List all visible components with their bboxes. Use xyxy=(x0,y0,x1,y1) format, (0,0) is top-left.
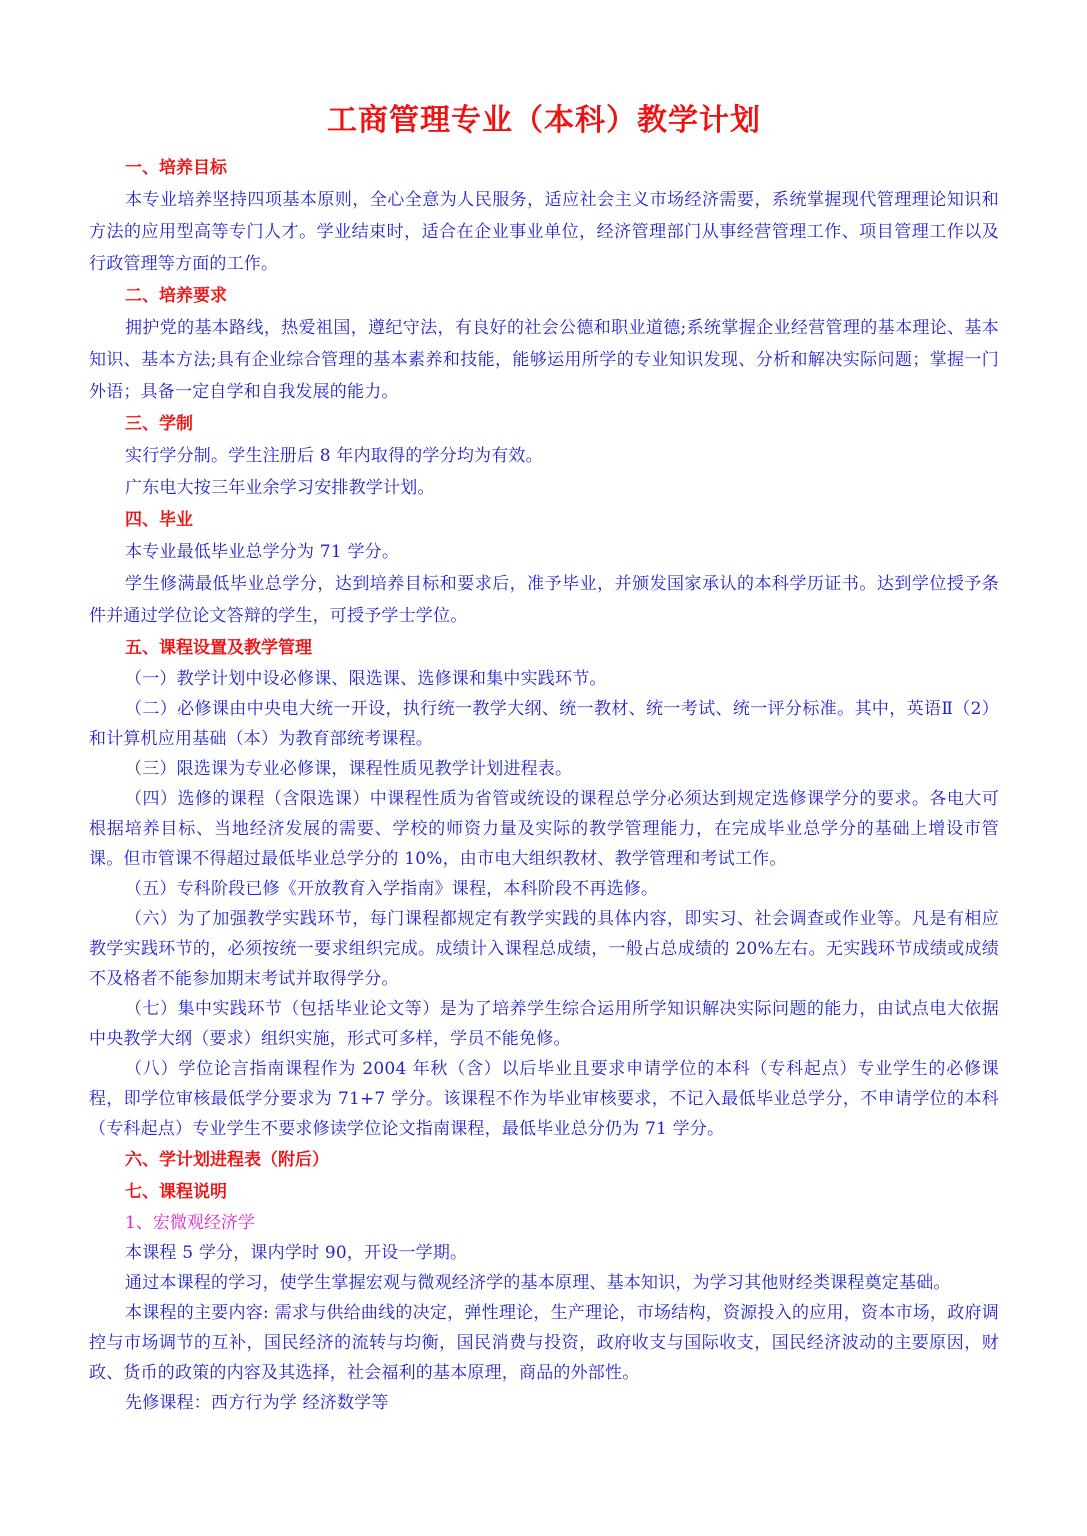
paragraph: 通过本课程的学习，使学生掌握宏观与微观经济学的基本原理、基本知识，为学习其他财经类课程奠定基础。 xyxy=(125,1273,951,1293)
course-title: 1、宏微观经济学 xyxy=(125,1213,255,1233)
list-item: （一）教学计划中设必修课、限选课、选修课和集中实践环节。 xyxy=(125,669,607,689)
document-page xyxy=(89,96,999,1418)
paragraph: 本专业最低毕业总学分为 71 学分。 xyxy=(125,542,400,562)
paragraph: 先修课程：西方行为学 经济数学等 xyxy=(125,1393,389,1413)
paragraph: 本专业培养坚持四项基本原则，全心全意为人民服务，适应社会主义市场经济需要，系统掌握现代管理理论知识和方法的应用型高等专门人才。学业结束时，适合在企业事业单位，经济管理部门从事经营管理工作、项目管理工作以及行政管理等方面的工作。 xyxy=(89,190,999,274)
section-heading-training-goal: 一、培养目标 xyxy=(125,158,227,178)
section-heading-graduation: 四、毕业 xyxy=(125,510,193,530)
list-item: （五）专科阶段已修《开放教育入学指南》课程，本科阶段不再选修。 xyxy=(125,879,659,899)
paragraph: 学生修满最低毕业总学分，达到培养目标和要求后，准予毕业，并颁发国家承认的本科学历证书。达到学位授予条件并通过学位论文答辩的学生，可授予学士学位。 xyxy=(89,574,999,626)
list-item: （七）集中实践环节（包括毕业论文等）是为了培养学生综合运用所学知识解决实际问题的能力，由试点电大依据中央教学大纲（要求）组织实施，形式可多样，学员不能免修。 xyxy=(89,999,999,1049)
section-heading-curriculum: 五、课程设置及教学管理 xyxy=(125,638,312,658)
paragraph: 本课程的主要内容: 需求与供给曲线的决定，弹性理论，生产理论，市场结构，资源投入的应用，资本市场，政府调控与市场调节的互补，国民经济的流转与均衡，国民消费与投资，政府收支与国际收支，国民经济波动的主要原因，财政、货币的政策的内容及其选择，社会福利的基本原理，商品的外部性。 xyxy=(89,1303,999,1383)
paragraph: 拥护党的基本路线，热爱祖国，遵纪守法，有良好的社会公德和职业道德;系统掌握企业经营管理的基本理论、基本知识、基本方法;具有企业综合管理的基本素养和技能，能够运用所学的专业知识发现、分析和解决实际问题；掌握一门外语；具备一定自学和自我发展的能力。 xyxy=(89,318,999,402)
list-item: （六）为了加强教学实践环节，每门课程都规定有教学实践的具体内容，即实习、社会调查或作业等。凡是有相应教学实践环节的，必须按统一要求组织完成。成绩计入课程总成绩，一般占总成绩的 20%左右。无实践环节成绩或成绩不及格者不能参加期末考试并取得学分。 xyxy=(89,909,999,989)
list-item: （二）必修课由中央电大统一开设，执行统一教学大纲、统一教材、统一考试、统一评分标准。其中，英语Ⅱ（2）和计算机应用基础（本）为教育部统考课程。 xyxy=(89,699,999,749)
list-item: （八）学位论言指南课程作为 2004 年秋（含）以后毕业且要求申请学位的本科（专科起点）专业学生的必修课程，即学位审核最低学分要求为 71+7 学分。该课程不作为毕业审核要求，不记入最低毕业总学分，不申请学位的本科（专科起点）专业学生不要求修读学位论文指南课程，最低毕业总分仍为 71 学分。 xyxy=(89,1059,999,1139)
section-heading-training-requirements: 二、培养要求 xyxy=(125,286,227,306)
paragraph: 本课程 5 学分，课内学时 90，开设一学期。 xyxy=(125,1243,468,1263)
paragraph: 实行学分制。学生注册后 8 年内取得的学分均为有效。 xyxy=(125,446,543,466)
list-item: （四）选修的课程（含限选课）中课程性质为省管或统设的课程总学分必须达到规定选修课学分的要求。各电大可根据培养目标、当地经济发展的需要、学校的师资力量及实际的教学管理能力，在完成毕业总学分的基础上增设市管课。但市管课不得超过最低毕业总学分的 10%，由市电大组织教材、教学管理和考试工作。 xyxy=(89,789,999,869)
section-heading-schedule: 六、学计划进程表（附后） xyxy=(125,1150,329,1170)
section-heading-study-system: 三、学制 xyxy=(125,414,193,434)
section-heading-course-description: 七、课程说明 xyxy=(125,1182,227,1202)
list-item: （三）限选课为专业必修课，课程性质见教学计划进程表。 xyxy=(125,759,573,779)
document-title: 工商管理专业（本科）教学计划 xyxy=(327,103,761,138)
paragraph: 广东电大按三年业余学习安排教学计划。 xyxy=(125,478,435,498)
